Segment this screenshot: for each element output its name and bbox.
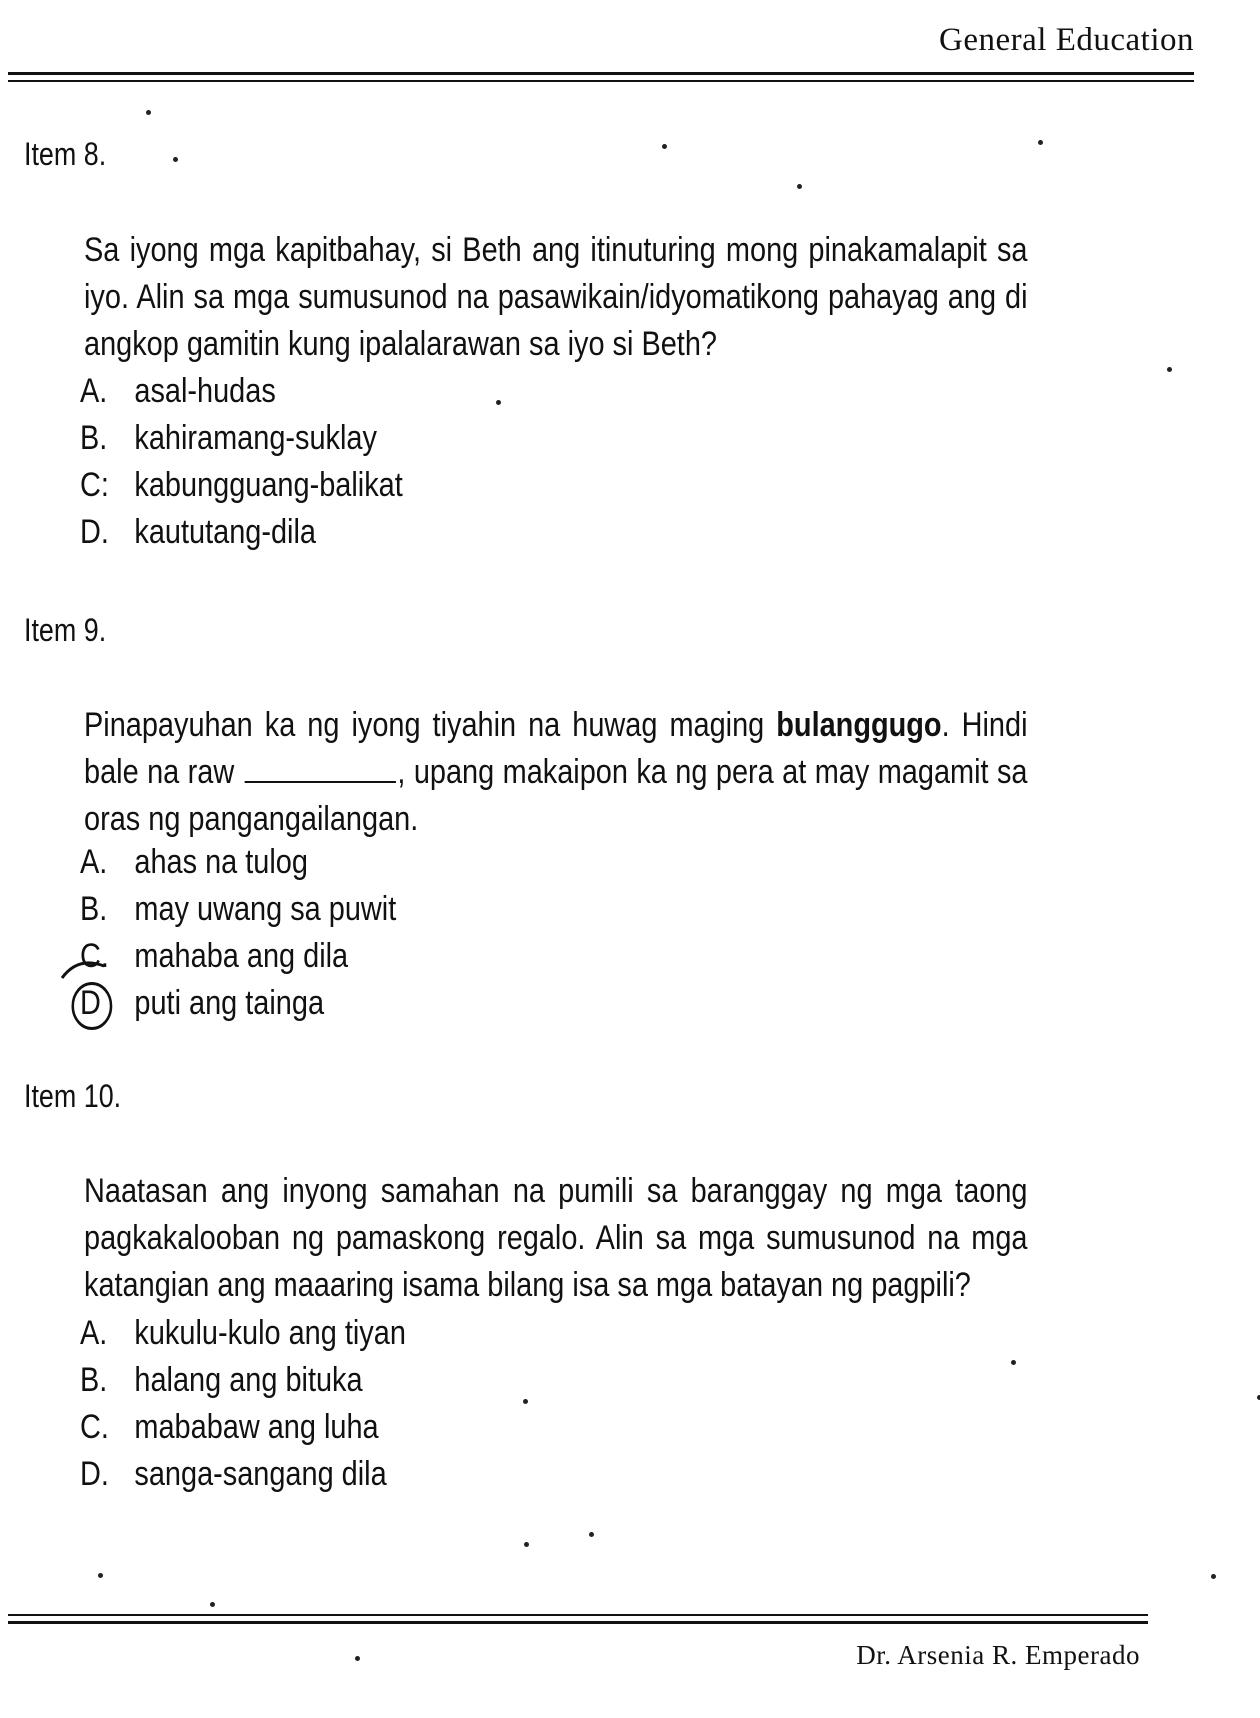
footer-rule-bottom (8, 1621, 1148, 1624)
scan-speck (173, 157, 178, 162)
item-10-label: Item 10. (24, 1078, 122, 1114)
item-9-option-b (80, 886, 396, 933)
item-10-options (80, 1310, 406, 1498)
item-8-option-d (80, 509, 403, 556)
option-letter: D. (80, 1455, 109, 1493)
option-letter: A. (80, 372, 108, 410)
option-text: kaututang-dila (134, 513, 316, 551)
item-10-option-a (80, 1310, 406, 1357)
scan-speck (210, 1602, 215, 1607)
option-text: mababaw ang luha (134, 1408, 379, 1446)
item-9-question (84, 702, 1028, 843)
item-10-option-d (80, 1451, 406, 1498)
question-text: Pinapayuhan ka ng iyong tiyahin na huwag maging (84, 706, 777, 744)
question-keyword: bulanggugo (776, 706, 942, 744)
item-9-label: Item 9. (24, 612, 107, 648)
item-10-option-c (80, 1404, 406, 1451)
scan-speck (1211, 1574, 1216, 1579)
item-9-option-a (80, 839, 396, 886)
option-letter: C. (80, 1408, 109, 1446)
footer-author: Dr. Arsenia R. Emperado (856, 1640, 1140, 1670)
header-rule-bottom (8, 80, 1194, 82)
item-8-label: Item 8. (24, 136, 107, 172)
question-text: , upang makaipon ka ng pera at may magamit sa oras ng pangangailangan. (84, 753, 1028, 838)
option-text: kahiramang-suklay (134, 419, 377, 457)
option-text: sanga-sangang dila (134, 1455, 387, 1493)
option-letter: A. (80, 1314, 108, 1352)
scan-speck (524, 1542, 529, 1547)
item-8-option-c (80, 462, 403, 509)
scan-speck (1011, 1360, 1016, 1365)
option-letter: B. (80, 1361, 108, 1399)
header-rule-top (8, 72, 1194, 75)
option-text: asal-hudas (134, 372, 276, 410)
scan-speck (1167, 367, 1172, 372)
fill-in-blank (244, 753, 395, 783)
scan-speck (496, 400, 501, 405)
option-letter: C: (80, 466, 109, 504)
scan-speck (662, 144, 667, 149)
scan-speck (146, 110, 151, 115)
scan-speck (523, 1399, 528, 1404)
option-letter: B. (80, 890, 108, 928)
item-10-option-b (80, 1357, 406, 1404)
option-letter-text: D (80, 984, 101, 1022)
hand-mark-arc (58, 952, 108, 982)
option-text: mahaba ang dila (134, 937, 349, 975)
question-text: . Hindi bale na raw (84, 706, 1028, 791)
option-text: kukulu-kulo ang tiyan (134, 1314, 406, 1352)
option-text: may uwang sa puwit (134, 890, 397, 928)
scan-speck (355, 1656, 360, 1661)
item-8-question: Sa iyong mga kapitbahay, si Beth ang itinuturing mong pinakamalapit sa iyo. Alin sa mga sumusunod na pasawikain/idyomatikong pahayag ang di angkop gamitin kung ipalalarawan sa iyo si Beth? (84, 231, 1028, 363)
item-8-option-b (80, 415, 403, 462)
option-letter: D. (80, 513, 109, 551)
option-text: halang ang bituka (134, 1361, 363, 1399)
scan-speck (797, 184, 802, 189)
item-10-question: Naatasan ang inyong samahan na pumili sa baranggay ng mga taong pagkakalooban ng pamaskong regalo. Alin sa mga sumusunod na mga katangian ang maaaring isama bilang isa sa mga batayan ng pagpili? (84, 1172, 1028, 1304)
option-text: puti ang tainga (134, 984, 325, 1022)
option-text: kabungguang-balikat (134, 466, 403, 504)
option-letter-circled (80, 980, 134, 1027)
option-letter: B. (80, 419, 108, 457)
scan-speck (1038, 140, 1043, 145)
option-text: ahas na tulog (134, 843, 308, 881)
option-letter: A. (80, 843, 108, 881)
item-9-option-d (80, 980, 396, 1027)
option-letter: C. (80, 937, 109, 975)
footer-rule-top (8, 1614, 1148, 1616)
item-9-options (80, 839, 396, 1027)
answer-circle-mark (72, 982, 113, 1030)
item-8-option-a (80, 368, 403, 415)
scan-speck (98, 1573, 103, 1578)
item-9-option-c (80, 933, 396, 980)
item-8-options (80, 368, 403, 556)
scan-speck (589, 1532, 594, 1537)
header-title: General Education (939, 22, 1194, 58)
